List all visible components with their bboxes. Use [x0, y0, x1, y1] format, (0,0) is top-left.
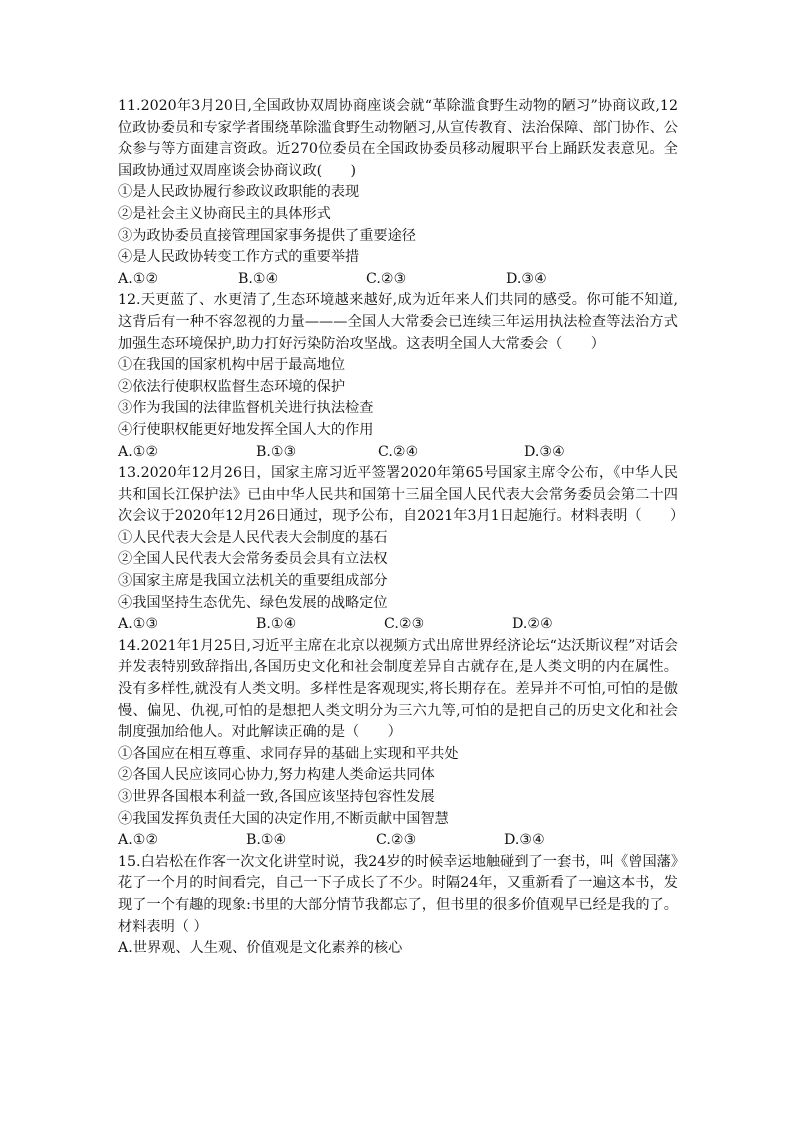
option-statement: ①在我国的国家机构中居于最高地位	[118, 357, 346, 374]
answer-choices	[118, 614, 678, 636]
choice-d: D.③④	[506, 270, 547, 287]
question-stem: 15.白岩松在作客一次文化讲堂时说，我24岁的时候幸运地触碰到了一套书，叫《曾国藩》花了一个月的时间看完，自己一下子成长了不少。时隔24年，又重新看了一遍这本书，发现了一个有趣的现象:书里的大部分情节我都忘了，但书里的很多价值观早已经是我的了。材料表明（ ）	[118, 853, 678, 935]
question-stem: 11.2020年3月20日,全国政协双周协商座谈会就“革除滥食野生动物的陋习”协商议政,12位政协委员和专家学者围绕革除滥食野生动物陋习,从宣传教育、法治保障、部门协作、公众参与等方面建言资政。近270位委员在全国政协委员移动履职平台上踊跃发表意见。全国政协通过双周座谈会协商议政( )	[118, 98, 678, 179]
exam-page	[118, 96, 685, 960]
question-15	[118, 852, 678, 960]
question-11	[118, 96, 678, 290]
choice-b: B.①③	[256, 443, 297, 460]
option-statement: ④是人民政协转变工作方式的重要举措	[118, 249, 360, 266]
option-statement: ①人民代表大会是人民代表大会制度的基石	[118, 529, 388, 546]
choice-c: C.②③	[384, 616, 425, 633]
question-stem: 14.2021年1月25日,习近平主席在北京以视频方式出席世界经济论坛“达沃斯议程”对话会并发表特别致辞指出,各国历史文化和社会制度差异自古就存在,是人类文明的内在属性。没有多样性,就没有人类文明。多样性是客观现实,将长期存在。差异并不可怕,可怕的是傲慢、偏见、仇视,可怕的是想把人类文明分为三六九等,可怕的是把自己的历史文化和社会制度强加给他人。对此解读正确的是（ ）	[118, 637, 678, 741]
choice-d: D.③④	[524, 443, 565, 460]
option-statement: ③国家主席是我国立法机关的重要组成部分	[118, 573, 388, 590]
option-statement: ②是社会主义协商民主的具体形式	[118, 205, 331, 222]
question-14	[118, 636, 678, 852]
answer-choices	[118, 442, 678, 464]
answer-choices	[118, 269, 678, 291]
choice-a: A.①②	[118, 443, 159, 460]
question-12	[118, 290, 678, 463]
option-statement: ②全国人民代表大会常务委员会具有立法权	[118, 551, 388, 568]
option-statement: ②各国人民应该同心协力,努力构建人类命运共同体	[118, 767, 435, 784]
choice-d: D.③④	[504, 832, 545, 849]
option-statement: ①各国应在相互尊重、求同存异的基础上实现和平共处	[118, 745, 459, 762]
choice-c: C.②③	[376, 832, 417, 849]
option-statement: ④我国发挥负责任大国的决定作用,不断贡献中国智慧	[118, 810, 449, 827]
option-statement: ③为政协委员直接管理国家事务提供了重要途径	[118, 227, 416, 244]
choice-b: B.①④	[246, 832, 287, 849]
question-stem: 12.天更蓝了、水更清了,生态环境越来越好,成为近年来人们共同的感受。你可能不知道,这背后有一种不容忽视的力量———全国人大常委会已连续三年运用执法检查等法治方式加强生态环境保护,助力打好污染防治攻坚战。这表明全国人大常委会（ ）	[118, 292, 678, 352]
option-statement: ④我国坚持生态优先、绿色发展的战略定位	[118, 594, 388, 611]
question-stem: 13.2020年12月26日，国家主席习近平签署2020年第65号国家主席令公布，《中华人民共和国长江保护法》已由中华人民共和国第十三届全国人民代表大会常务委员会第二十四次会议于2020年12月26日通过，现予公布，自2021年3月1日起施行。材料表明（ ）	[118, 465, 685, 525]
choice-c: C.②③	[366, 270, 407, 287]
option-statement: ④行使职权能更好地发挥全国人大的作用	[118, 421, 374, 438]
choice-a: A.①②	[118, 832, 159, 849]
choice-a: A.①③	[118, 616, 159, 633]
option-statement: ③作为我国的法律监督机关进行执法检查	[118, 400, 374, 417]
option-statement: ①是人民政协履行参政议政职能的表现	[118, 184, 360, 201]
choice-a: A.①②	[118, 270, 159, 287]
option-statement: A.世界观、人生观、价值观是文化素养的核心	[118, 940, 403, 957]
choice-b: B.①④	[238, 270, 279, 287]
option-statement: ②依法行使职权监督生态环境的保护	[118, 378, 346, 395]
choice-d: D.②④	[512, 616, 553, 633]
option-statement: ③世界各国根本利益一致,各国应该坚持包容性发展	[118, 789, 435, 805]
question-13	[118, 463, 685, 636]
answer-choices	[118, 830, 678, 852]
choice-b: B.①④	[256, 616, 297, 633]
choice-c: C.②④	[378, 443, 419, 460]
